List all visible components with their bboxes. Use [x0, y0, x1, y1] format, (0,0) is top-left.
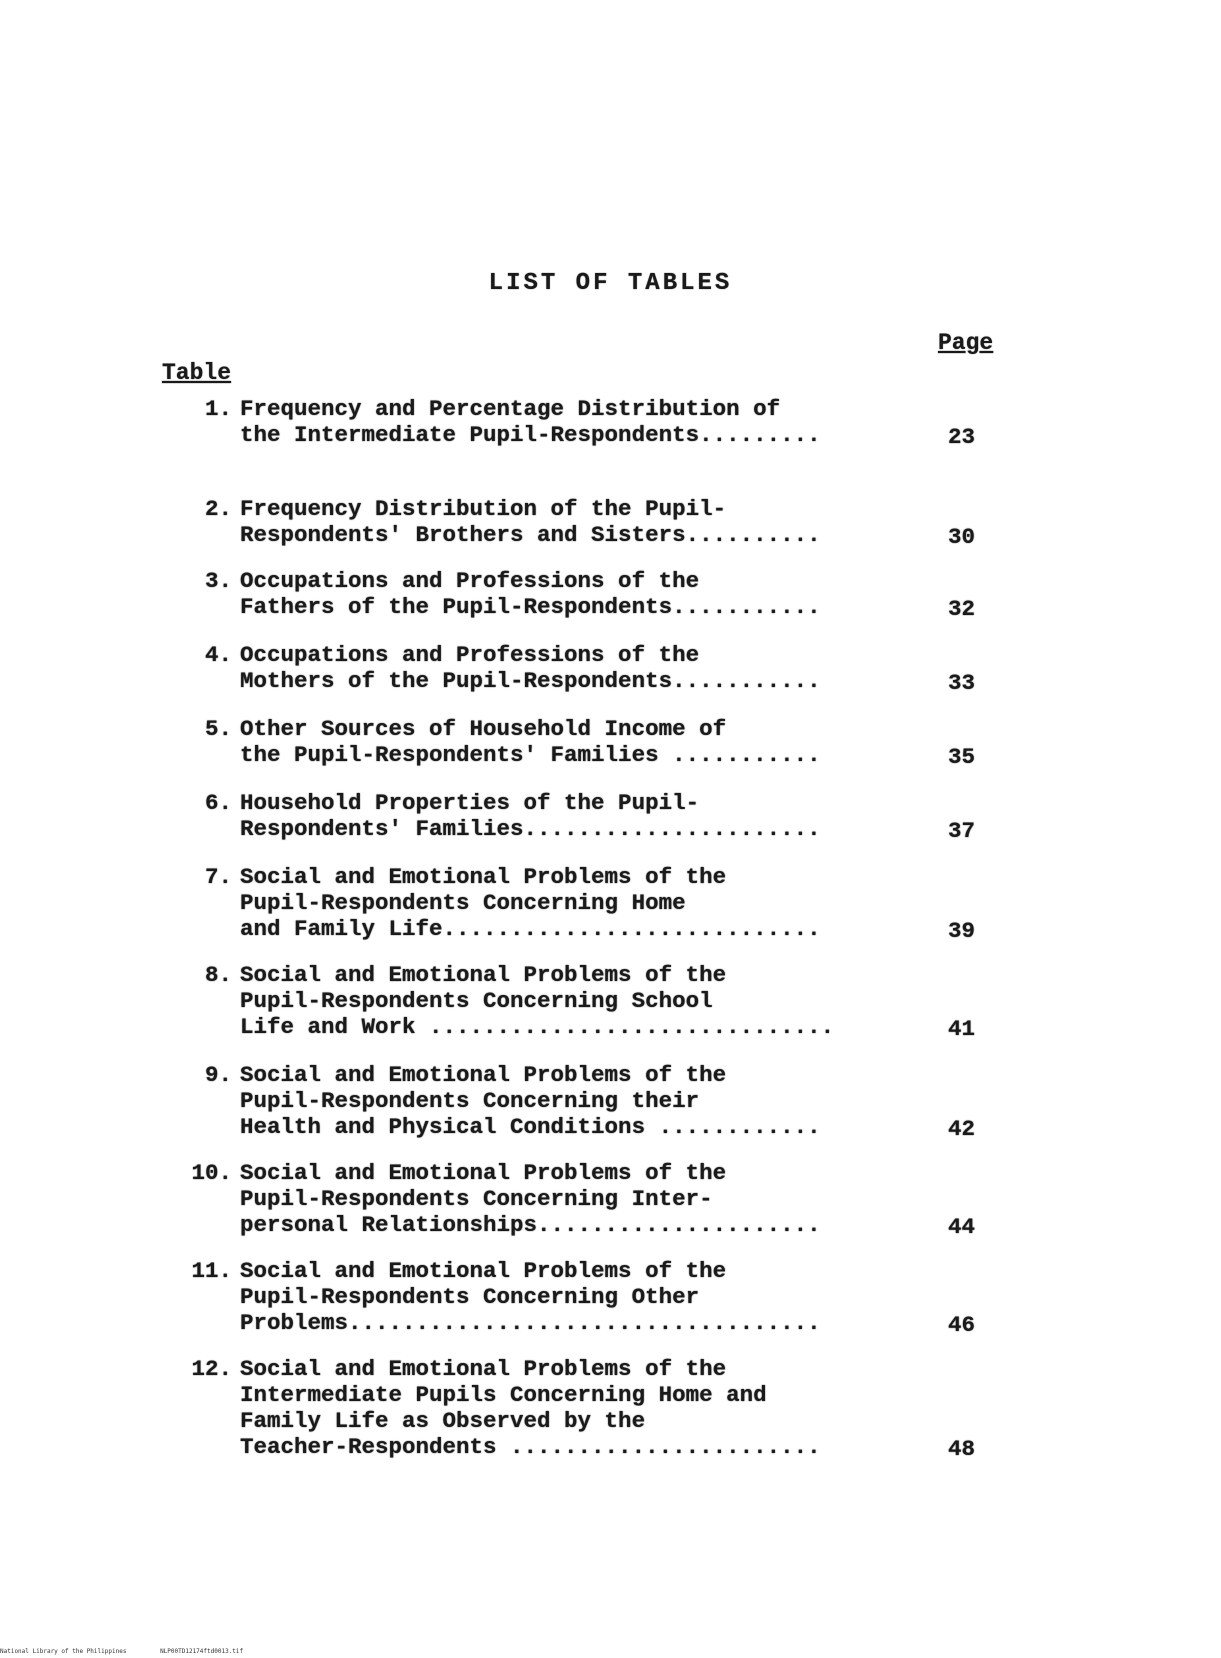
- table-entry-title-line: the Intermediate Pupil-Respondents.........: [240, 422, 821, 448]
- table-entry-title-line: Occupations and Professions of the: [240, 568, 700, 594]
- table-entry-page-number: 41: [948, 1016, 976, 1042]
- table-entry-title: [240, 716, 910, 768]
- table-entry-title-line: Frequency and Percentage Distribution of: [240, 396, 781, 422]
- table-entry-title-line: Social and Emotional Problems of the: [240, 1356, 727, 1382]
- table-entry-title-line: Social and Emotional Problems of the: [240, 1160, 727, 1186]
- table-entry-number: 3.: [204, 568, 232, 594]
- table-entry-title: [240, 642, 910, 694]
- table-entry-title-line: Social and Emotional Problems of the: [240, 864, 727, 890]
- table-entry-title: [240, 1258, 910, 1336]
- table-entry-title: [240, 962, 910, 1040]
- scan-footer: [0, 1648, 273, 1655]
- table-entry-page-number: 37: [948, 818, 976, 844]
- table-entry-title-line: Respondents' Families......................: [240, 816, 821, 842]
- table-entry-title-line: Social and Emotional Problems of the: [240, 962, 727, 988]
- page-title: LIST OF TABLES: [488, 270, 733, 297]
- table-entry-title-line: Occupations and Professions of the: [240, 642, 700, 668]
- table-entry-title-line: Pupil-Respondents Concerning Home: [240, 890, 686, 916]
- footer-library: National Library of the Philippines: [0, 1648, 127, 1655]
- table-entry-number: 4.: [204, 642, 232, 668]
- table-entry-title-line: Fathers of the Pupil-Respondents...........: [240, 594, 821, 620]
- table-entry-title-line: Mothers of the Pupil-Respondents...........: [240, 668, 821, 694]
- table-entry-title-line: Frequency Distribution of the Pupil-: [240, 496, 727, 522]
- table-entry-title-line: Problems...................................: [240, 1310, 821, 1336]
- table-entry-title: [240, 790, 910, 842]
- table-entry-page-number: 35: [948, 744, 976, 770]
- table-entry-page-number: 33: [948, 670, 976, 696]
- table-entry-number: 12.: [191, 1356, 232, 1382]
- table-entry-page-number: 42: [948, 1116, 976, 1142]
- table-entry-title-line: the Pupil-Respondents' Families ...........: [240, 742, 821, 768]
- table-entry-title-line: Other Sources of Household Income of: [240, 716, 727, 742]
- table-entry-title-line: Teacher-Respondents .......................: [240, 1434, 821, 1460]
- table-entry-number: 8.: [204, 962, 232, 988]
- table-entry-page-number: 44: [948, 1214, 976, 1240]
- table-entry-number: 5.: [204, 716, 232, 742]
- table-entry-title-line: Life and Work ..............................: [240, 1014, 835, 1040]
- table-entry-title: [240, 864, 910, 942]
- table-entry-page-number: 39: [948, 918, 976, 944]
- table-entry-title-line: Social and Emotional Problems of the: [240, 1258, 727, 1284]
- table-entry-title-line: Pupil-Respondents Concerning Other: [240, 1284, 700, 1310]
- table-entry-title-line: Respondents' Brothers and Sisters..........: [240, 522, 821, 548]
- table-entry-page-number: 32: [948, 596, 976, 622]
- table-entry-page-number: 48: [948, 1436, 976, 1462]
- table-entry-title-line: Family Life as Observed by the: [240, 1408, 646, 1434]
- table-entry-title: [240, 568, 910, 620]
- table-entry-page-number: 30: [948, 524, 976, 550]
- table-entry-title-line: Pupil-Respondents Concerning Inter-: [240, 1186, 713, 1212]
- table-entry-number: 7.: [204, 864, 232, 890]
- table-entry-title-line: and Family Life............................: [240, 916, 821, 942]
- table-entry-number: 9.: [204, 1062, 232, 1088]
- table-entry-title-line: personal Relationships.....................: [240, 1212, 821, 1238]
- table-entry-title: [240, 1062, 910, 1140]
- table-entry-title: [240, 496, 910, 548]
- table-entry-number: 11.: [191, 1258, 232, 1284]
- table-entry-title-line: Pupil-Respondents Concerning School: [240, 988, 713, 1014]
- table-column-header: Table: [162, 360, 232, 386]
- table-entry-number: 10.: [191, 1160, 232, 1186]
- page-column-header: Page: [938, 330, 994, 356]
- table-entry-title: [240, 1356, 910, 1460]
- table-entry-title-line: Social and Emotional Problems of the: [240, 1062, 727, 1088]
- table-entry-title: [240, 1160, 910, 1238]
- table-entry-page-number: 46: [948, 1312, 976, 1338]
- table-entry-title-line: Health and Physical Conditions ............: [240, 1114, 821, 1140]
- table-entry-title-line: Intermediate Pupils Concerning Home and: [240, 1382, 767, 1408]
- table-entry-title: [240, 396, 910, 448]
- table-entry-title-line: Household Properties of the Pupil-: [240, 790, 700, 816]
- table-entry-number: 1.: [204, 396, 232, 422]
- table-entry-number: 2.: [204, 496, 232, 522]
- footer-file: NLP00TD12174ftd0013.tif: [160, 1648, 244, 1655]
- table-entry-number: 6.: [204, 790, 232, 816]
- table-entry-page-number: 23: [948, 424, 976, 450]
- table-entry-title-line: Pupil-Respondents Concerning their: [240, 1088, 700, 1114]
